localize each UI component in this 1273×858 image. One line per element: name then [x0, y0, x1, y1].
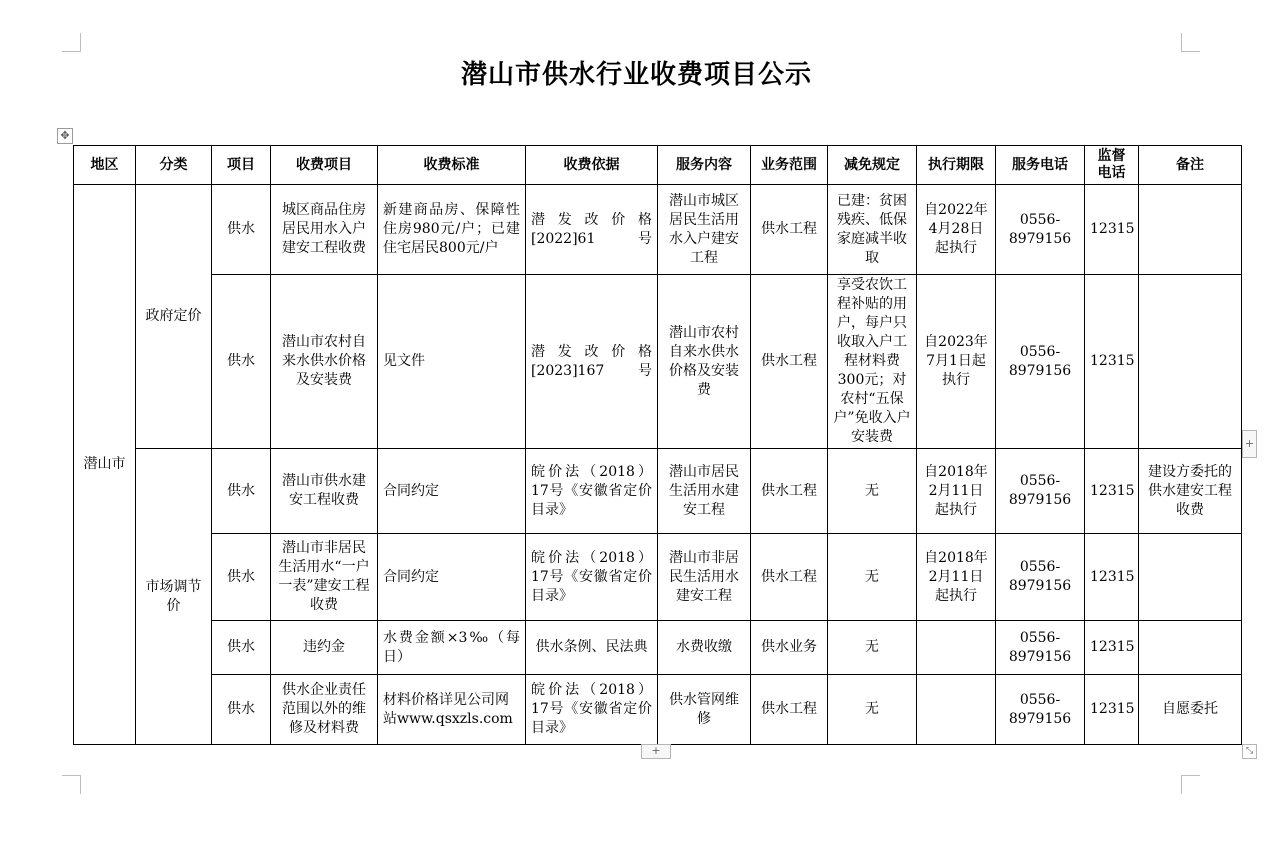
- header-cell: 业务范围: [751, 146, 828, 185]
- note-cell: [1139, 621, 1242, 675]
- region-cell: 潜山市: [74, 185, 136, 745]
- project-cell: 供水: [212, 675, 271, 745]
- phone-cell: 0556-8979156: [996, 449, 1085, 534]
- period-cell: [917, 621, 996, 675]
- add-row-icon[interactable]: +: [641, 744, 671, 759]
- table-row: [74, 675, 1242, 745]
- header-cell: 服务内容: [658, 146, 751, 185]
- fee-item-cell: 供水企业责任范围以外的维修及材料费: [271, 675, 378, 745]
- supervise-cell: 12315: [1085, 449, 1139, 534]
- phone-cell: 0556-8979156: [996, 621, 1085, 675]
- note-cell: [1139, 185, 1242, 275]
- header-cell: 收费项目: [271, 146, 378, 185]
- fee-item-cell: 违约金: [271, 621, 378, 675]
- standard-cell: 水费金额×3‰（每日）: [378, 621, 526, 675]
- resize-icon[interactable]: ⤡: [1242, 744, 1257, 759]
- header-cell: 备注: [1139, 146, 1242, 185]
- table-move-icon[interactable]: ✥: [57, 128, 73, 144]
- service-cell: 供水管网维修: [658, 675, 751, 745]
- period-cell: 自2023年7月1日起执行: [917, 275, 996, 449]
- table-row: [74, 449, 1242, 534]
- scope-cell: 供水业务: [751, 621, 828, 675]
- category-cell: 政府定价: [136, 185, 212, 449]
- fee-item-cell: 潜山市非居民生活用水“一户一表”建安工程收费: [271, 534, 378, 621]
- basis-cell: 皖价法（2018）17号《安徽省定价目录》: [526, 534, 658, 621]
- supervise-cell: 12315: [1085, 275, 1139, 449]
- basis-cell: 潜发改价格[2022]61号: [526, 185, 658, 275]
- scope-cell: 供水工程: [751, 185, 828, 275]
- header-cell: 地区: [74, 146, 136, 185]
- header-cell: 项目: [212, 146, 271, 185]
- service-cell: 水费收缴: [658, 621, 751, 675]
- note-cell: 建设方委托的供水建安工程收费: [1139, 449, 1242, 534]
- header-cell: 分类: [136, 146, 212, 185]
- page-corner-mark: [62, 33, 81, 52]
- service-cell: 潜山市城区居民生活用水入户建安工程: [658, 185, 751, 275]
- project-cell: 供水: [212, 449, 271, 534]
- standard-cell: 材料价格详见公司网站www.qsxzls.com: [378, 675, 526, 745]
- service-cell: 潜山市居民生活用水建安工程: [658, 449, 751, 534]
- page-corner-mark: [62, 775, 81, 794]
- phone-cell: 0556-8979156: [996, 675, 1085, 745]
- table-row: [74, 534, 1242, 621]
- header-cell: 收费标准: [378, 146, 526, 185]
- header-cell: 执行期限: [917, 146, 996, 185]
- note-cell: [1139, 275, 1242, 449]
- fee-table: [73, 145, 1242, 745]
- supervise-cell: 12315: [1085, 185, 1139, 275]
- period-cell: 自2022年4月28日起执行: [917, 185, 996, 275]
- supervise-cell: 12315: [1085, 621, 1139, 675]
- phone-cell: 0556-8979156: [996, 185, 1085, 275]
- project-cell: 供水: [212, 275, 271, 449]
- add-column-icon[interactable]: +: [1242, 430, 1257, 458]
- project-cell: 供水: [212, 534, 271, 621]
- service-cell: 潜山市农村自来水供水价格及安装费: [658, 275, 751, 449]
- table-row: [74, 621, 1242, 675]
- exemption-cell: 无: [828, 675, 917, 745]
- service-cell: 潜山市非居民生活用水建安工程: [658, 534, 751, 621]
- exemption-cell: 已建：贫困残疾、低保家庭减半收取: [828, 185, 917, 275]
- scope-cell: 供水工程: [751, 275, 828, 449]
- supervise-cell: 12315: [1085, 675, 1139, 745]
- header-cell: 监督电话: [1085, 146, 1139, 185]
- basis-cell: 皖价法（2018）17号《安徽省定价目录》: [526, 449, 658, 534]
- fee-item-cell: 潜山市供水建安工程收费: [271, 449, 378, 534]
- exemption-cell: 无: [828, 621, 917, 675]
- supervise-cell: 12315: [1085, 534, 1139, 621]
- header-cell: 服务电话: [996, 146, 1085, 185]
- basis-cell: 供水条例、民法典: [526, 621, 658, 675]
- fee-item-cell: 潜山市农村自来水供水价格及安装费: [271, 275, 378, 449]
- header-cell: 减免规定: [828, 146, 917, 185]
- phone-cell: 0556-8979156: [996, 534, 1085, 621]
- period-cell: 自2018年2月11日起执行: [917, 449, 996, 534]
- page-corner-mark: [1181, 775, 1200, 794]
- header-row: [74, 146, 1242, 185]
- project-cell: 供水: [212, 621, 271, 675]
- standard-cell: 合同约定: [378, 534, 526, 621]
- basis-cell: 皖价法（2018）17号《安徽省定价目录》: [526, 675, 658, 745]
- exemption-cell: 无: [828, 534, 917, 621]
- table-row: [74, 185, 1242, 275]
- scope-cell: 供水工程: [751, 449, 828, 534]
- scope-cell: 供水工程: [751, 675, 828, 745]
- category-cell: 市场调节价: [136, 449, 212, 745]
- page-title: 潜山市供水行业收费项目公示: [460, 60, 812, 90]
- page-corner-mark: [1181, 33, 1200, 52]
- table-row: [74, 275, 1242, 449]
- basis-cell: 潜发改价格[2023]167号: [526, 275, 658, 449]
- fee-item-cell: 城区商品住房居民用水入户建安工程收费: [271, 185, 378, 275]
- note-cell: 自愿委托: [1139, 675, 1242, 745]
- standard-cell: 合同约定: [378, 449, 526, 534]
- standard-cell: 新建商品房、保障性住房980元/户；已建住宅居民800元/户: [378, 185, 526, 275]
- exemption-cell: 享受农饮工程补贴的用户，每户只收取入户工程材料费300元；对农村“五保户”免收入户安装费: [828, 275, 917, 449]
- period-cell: [917, 675, 996, 745]
- exemption-cell: 无: [828, 449, 917, 534]
- phone-cell: 0556-8979156: [996, 275, 1085, 449]
- note-cell: [1139, 534, 1242, 621]
- standard-cell: 见文件: [378, 275, 526, 449]
- header-cell: 收费依据: [526, 146, 658, 185]
- scope-cell: 供水工程: [751, 534, 828, 621]
- project-cell: 供水: [212, 185, 271, 275]
- period-cell: 自2018年2月11日起执行: [917, 534, 996, 621]
